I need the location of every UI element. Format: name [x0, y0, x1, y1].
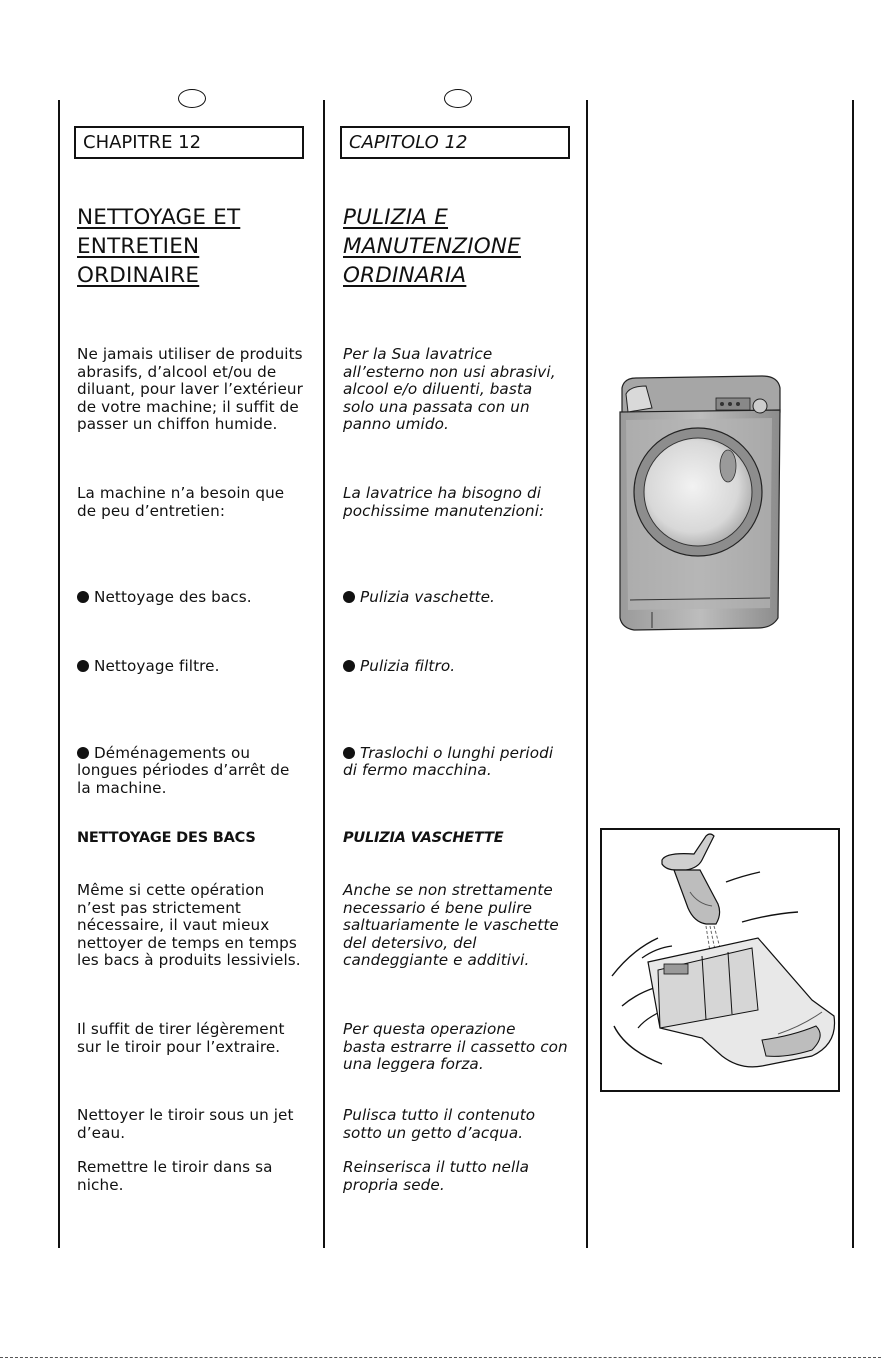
- bullet-text: Nettoyage filtre.: [94, 656, 220, 675]
- paragraph-french-1: Même si cette opération n’est pas strictement nécessaire, il vaut mieux nettoyer de temps en temps les bacs à produits lessiviels.: [77, 881, 301, 969]
- washing-machine-icon: [612, 372, 788, 636]
- paragraph-italian-4: Reinserisca il tutto nella propria sede.: [343, 1158, 530, 1194]
- column-divider-left: [58, 100, 60, 1248]
- column-divider-far-right: [852, 100, 854, 1248]
- chapter-label: CHAPITRE 12: [83, 132, 202, 153]
- chapter-box-french: [74, 126, 304, 159]
- section-title-italian: [343, 203, 521, 290]
- bullet-item-french-3: [77, 727, 317, 797]
- bullet-item-italian-2: [343, 640, 581, 675]
- bullet-text: Nettoyage des bacs.: [94, 587, 252, 606]
- title-line: ENTRETIEN: [77, 234, 200, 259]
- column-divider-center: [323, 100, 325, 1248]
- bullet-item-italian-1: [343, 571, 581, 606]
- intro-paragraph-italian: Per la Sua lavatrice all’esterno non usi abrasivi, alcool e/o diluenti, basta solo una passata con un panno umido.: [343, 345, 556, 433]
- paragraph-french-4: Remettre le tiroir dans sa niche.: [77, 1158, 273, 1194]
- paragraph-french-3: Nettoyer le tiroir sous un jet d’eau.: [77, 1106, 294, 1142]
- bullet-icon: [77, 660, 89, 672]
- bullet-icon: [343, 747, 355, 759]
- title-line: MANUTENZIONE: [343, 234, 521, 259]
- title-line: NETTOYAGE ET: [77, 205, 241, 230]
- section-heading-french: NETTOYAGE DES BACS: [77, 830, 256, 846]
- title-line: PULIZIA E: [343, 205, 449, 230]
- paragraph-italian-3: Pulisca tutto il contenuto sotto un getto d’acqua.: [343, 1106, 536, 1142]
- title-line: ORDINARIA: [343, 263, 467, 288]
- bullet-icon: [77, 591, 89, 603]
- paragraph-italian-2: Per questa operazione basta estrarre il cassetto con una leggera forza.: [343, 1020, 568, 1073]
- bullet-item-french-2: [77, 640, 317, 675]
- bullet-text: Pulizia vaschette.: [360, 587, 495, 606]
- paragraph-french-2: Il suffit de tirer légèrement sur le tiroir pour l’extraire.: [77, 1020, 285, 1056]
- language-flag-french: [178, 89, 206, 108]
- column-divider-right: [586, 100, 588, 1248]
- needs-paragraph-italian: La lavatrice ha bisogno di pochissime manutenzioni:: [343, 484, 545, 520]
- bullet-item-italian-3: [343, 727, 581, 780]
- page-bottom-rule: [0, 1357, 881, 1358]
- needs-paragraph-french: La machine n’a besoin que de peu d’entretien:: [77, 484, 285, 520]
- chapter-box-italian: [340, 126, 570, 159]
- section-title-french: [77, 203, 240, 290]
- chapter-label: CAPITOLO 12: [349, 132, 468, 153]
- language-flag-italian: [444, 89, 472, 108]
- section-heading-italian: PULIZIA VASCHETTE: [343, 830, 504, 846]
- bullet-icon: [343, 591, 355, 603]
- bullet-text: Traslochi o lunghi periodi di fermo macchina.: [343, 743, 554, 779]
- bullet-icon: [343, 660, 355, 672]
- title-line: ORDINAIRE: [77, 263, 200, 288]
- intro-paragraph-french: Ne jamais utiliser de produits abrasifs, d’alcool et/ou de diluant, pour laver l’extérieur de votre machine; il suffit de passer un chiffon humide.: [77, 345, 303, 433]
- bullet-text: Déménagements ou longues périodes d’arrêt de la machine.: [77, 743, 290, 797]
- bullet-item-french-1: [77, 571, 317, 606]
- bullet-icon: [77, 747, 89, 759]
- detergent-drawer-tap-icon: [602, 830, 838, 1090]
- paragraph-italian-1: Anche se non strettamente necessario é bene pulire saltuariamente le vaschette del detersivo, del candeggiante e additivi.: [343, 881, 559, 969]
- bullet-text: Pulizia filtro.: [360, 656, 456, 675]
